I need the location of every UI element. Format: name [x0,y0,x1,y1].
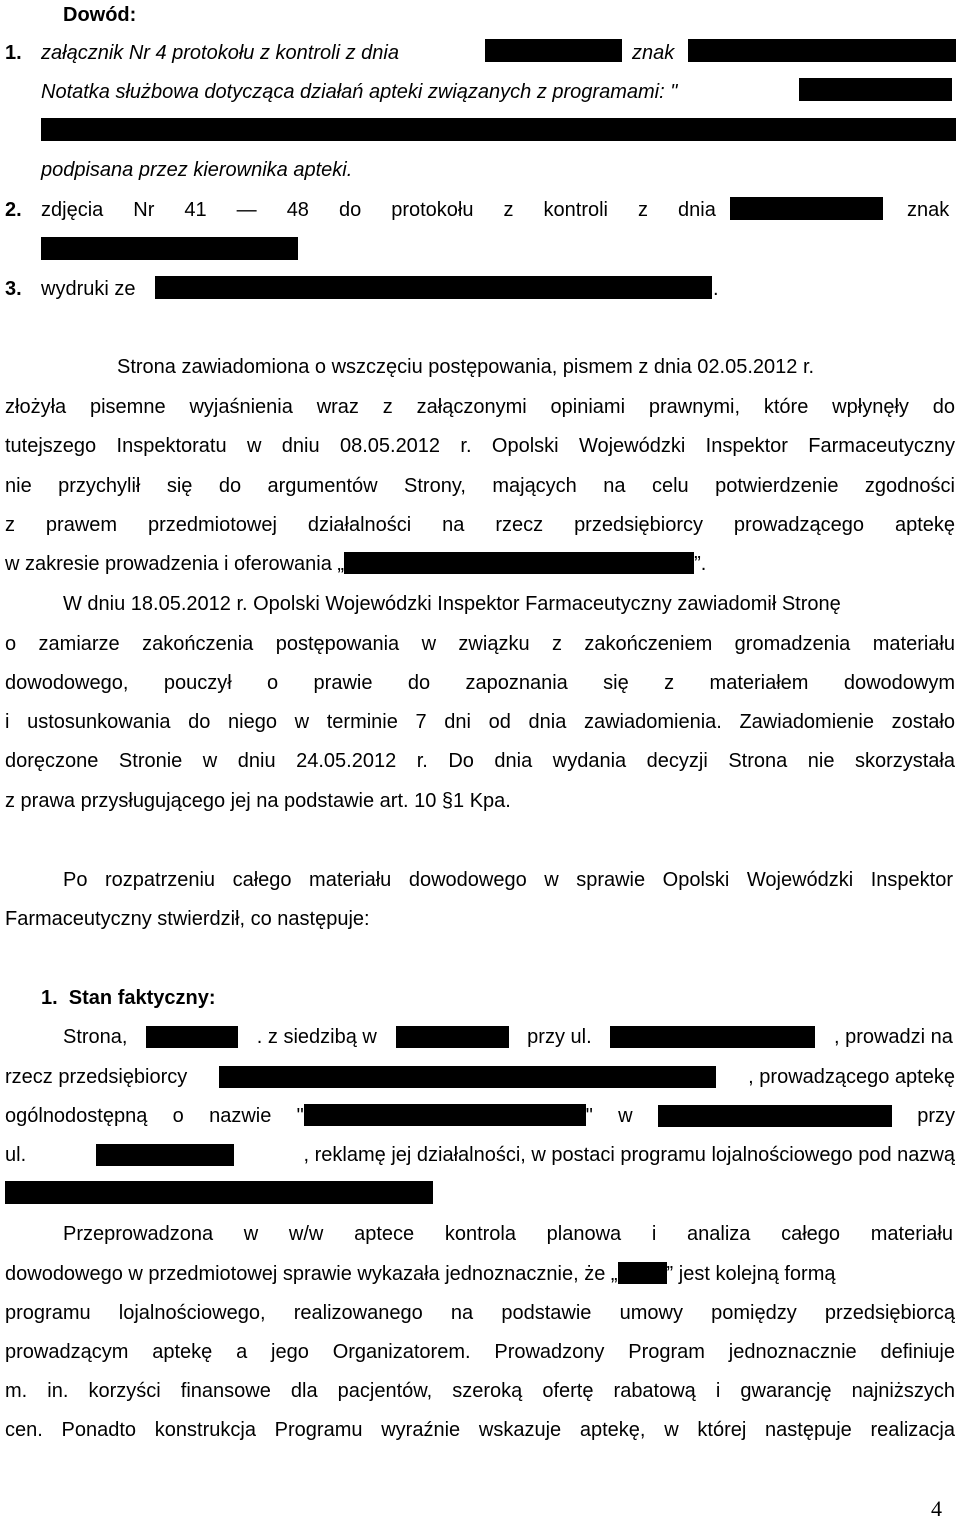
para1-line: tutejszego Inspektoratu w dniu 08.05.2012 r. Opolski Wojewódzki Inspektor Farmaceutyczny [5,435,955,457]
para2-line: W dniu 18.05.2012 r. Opolski Wojewódzki Inspektor Farmaceutyczny zawiadomił Stronę [63,593,841,615]
word: dnia [678,199,716,221]
redaction-bar [146,1026,238,1048]
evidence-item1-text: załącznik Nr 4 protokołu z kontroli z dnia [41,42,399,64]
redaction-bar [304,1104,586,1126]
word: protokołu [391,199,474,221]
para4-line: Przeprowadzona w w/w aptece kontrola planowa i analiza całego materiału [63,1223,953,1245]
word: z [638,199,649,221]
text: " [585,1105,593,1127]
text: przy [917,1105,955,1127]
word: zdjęcia [41,199,104,221]
redaction-bar [730,197,883,220]
text: w zakresie prowadzenia i oferowania „ [5,553,345,575]
text: , reklamę jej działalności, w postaci programu lojalnościowego pod nazwą [303,1144,955,1166]
redaction-bar [96,1144,234,1166]
text: o [172,1105,184,1127]
word: 41 [184,199,207,221]
section1-line [5,1104,955,1128]
word: kontroli [543,199,609,221]
text: . z siedzibą w [256,1026,377,1048]
para4-line: cen. Ponadto konstrukcja Programu wyraźnie wskazuje aptekę, w której następuje realizacja [5,1419,955,1441]
para1-line [5,552,706,576]
word: — [236,199,257,221]
para1-line: z prawem przedmiotowej działalności na rzecz przedsiębiorcy prowadzącego aptekę [5,514,955,536]
text: , prowadzącego aptekę [748,1066,955,1088]
redaction-bar [658,1105,892,1127]
text: ogólnodostępną [5,1105,148,1127]
evidence-item2-text [41,198,716,222]
redaction-bar [485,39,622,62]
text: ul. [5,1144,27,1166]
text: nazwie [209,1105,272,1127]
evidence-item1-note: Notatka służbowa dotycząca działań apteki związanych z programami: " [41,81,678,103]
redaction-bar [41,237,298,260]
para3-line: Po rozpatrzeniu całego materiału dowodowego w sprawie Opolski Wojewódzki Inspektor [63,869,953,891]
para2-line: doręczone Stronie w dniu 24.05.2012 r. Do dnia wydania decyzji Strona nie skorzystała [5,750,955,772]
word: do [338,199,362,221]
quoted-name [297,1104,593,1128]
evidence-item1-signed: podpisana przez kierownika apteki. [41,159,353,181]
para2-line: o zamiarze zakończenia postępowania w związku z zakończeniem gromadzenia materiału [5,633,955,655]
redaction-bar [610,1026,815,1048]
text: w [618,1105,633,1127]
evidence-item3-text: wydruki ze [41,278,136,300]
text: , prowadzi na [833,1026,953,1048]
para1-line: Strona zawiadomiona o wszczęciu postępowania, pismem z dnia 02.05.2012 r. [117,356,815,378]
evidence-item2-znak: znak [907,199,950,221]
section1-line [5,1143,955,1167]
redaction-bar [219,1066,716,1088]
section1-line [5,1065,955,1089]
para3-line: Farmaceutyczny stwierdził, co następuje: [5,908,370,930]
para4-line [5,1262,836,1286]
text: dowodowego w przedmiotowej sprawie wykazała jednoznacznie, że „ [5,1263,618,1285]
evidence-heading: Dowód: [63,4,137,26]
redaction-bar [688,39,956,62]
redaction-bar [396,1026,509,1048]
page-number: 4 [931,1496,942,1521]
text: ”. [694,553,707,575]
word: Nr [133,199,155,221]
redaction-bar [344,552,694,574]
word: z [503,199,514,221]
text: " [296,1105,304,1127]
para2-line: z prawa przysługującego jej na podstawie art. 10 §1 Kpa. [5,790,511,812]
text: rzecz przedsiębiorcy [5,1066,188,1088]
para2-line: dowodowego, pouczył o prawie do zapoznania się z materiałem dowodowym [5,672,955,694]
evidence-item3-end: . [713,278,719,300]
para2-line: i ustosunkowania do niego w terminie 7 dni od dnia zawiadomienia. Zawiadomienie zostało [5,711,955,733]
text: ” jest kolejną formą [666,1263,836,1285]
evidence-item-number: 3. [5,278,22,300]
evidence-item1-znak: znak [632,42,675,64]
text: przy ul. [527,1026,592,1048]
para1-line: nie przychylił się do argumentów Strony, mających na celu potwierdzenie zgodności [5,475,955,497]
redaction-bar [41,118,956,141]
redaction-bar [5,1181,433,1204]
para4-line: prowadzącym aptekę a jego Organizatorem. Prowadzony Program jednoznacznie definiuje [5,1341,955,1363]
redaction-bar [618,1262,667,1284]
evidence-item-number: 1. [5,42,22,64]
section-heading: 1. Stan faktyczny: [41,987,216,1009]
para4-line: programu lojalnościowego, realizowanego na podstawie umowy pomiędzy przedsiębiorcą [5,1302,955,1324]
text: Strona, [63,1026,128,1048]
para1-line: złożyła pisemne wyjaśnienia wraz z załączonymi opiniami prawnymi, które wpłynęły do [5,396,955,418]
section1-line [63,1025,953,1049]
word: 48 [286,199,309,221]
redaction-bar [799,78,952,101]
evidence-item-number: 2. [5,199,22,221]
para4-line: m. in. korzyści finansowe dla pacjentów, szeroką ofertę rabatową i gwarancję najniższych [5,1380,955,1402]
redaction-bar [155,276,712,299]
